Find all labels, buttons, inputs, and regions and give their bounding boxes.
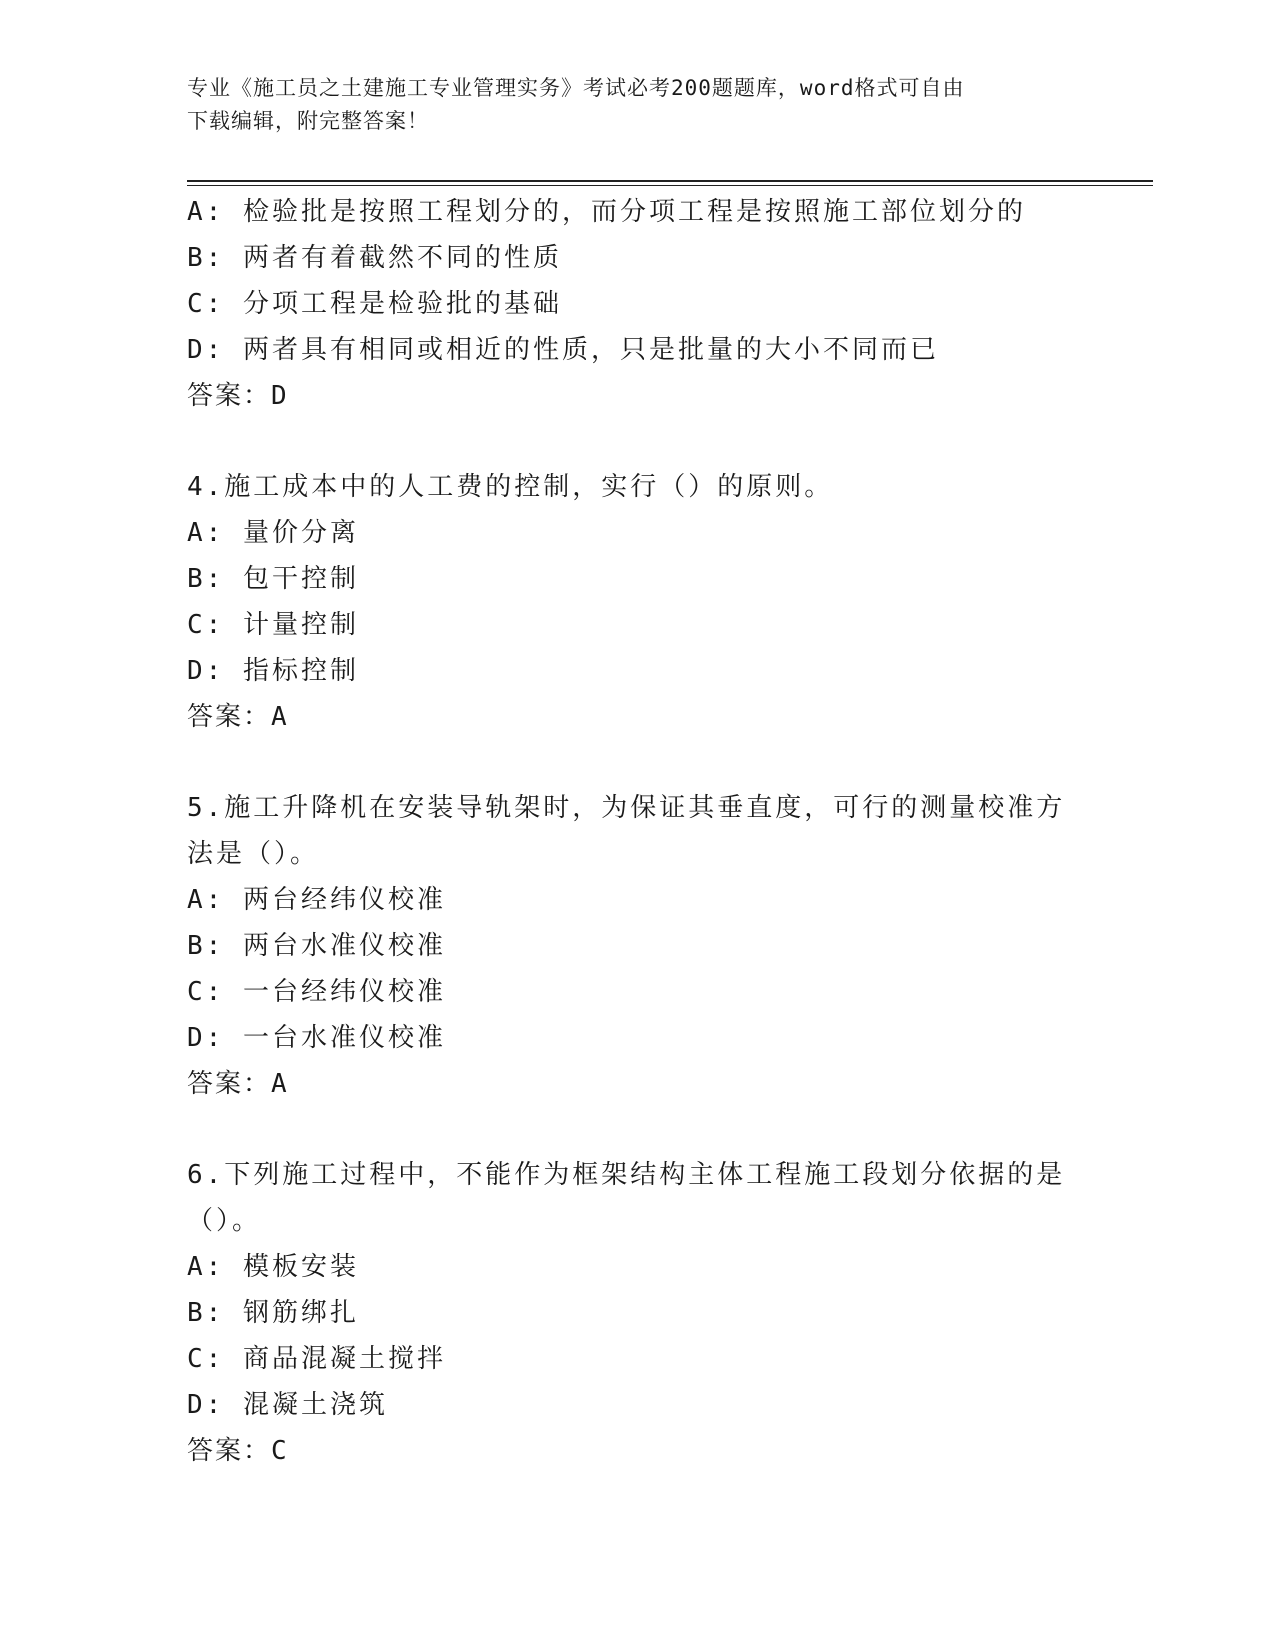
option-d: D: 混凝土浇筑 [187,1390,388,1420]
option-d: D: 两者具有相同或相近的性质，只是批量的大小不同而已 [187,335,939,365]
option-c: C: 商品混凝土搅拌 [187,1344,446,1374]
option-a: A: 量价分离 [187,518,359,548]
option-b: B: 包干控制 [187,564,359,594]
option-d: D: 指标控制 [187,656,359,686]
question-3 [187,189,1087,419]
question-4 [187,464,1087,740]
stem-line: 6.下列施工过程中，不能作为框架结构主体工程施工段划分依据的是 [187,1160,1066,1190]
question-stem [187,785,1087,877]
header-line-1: 专业《施工员之土建施工专业管理实务》考试必考200题题库，word格式可自由 [187,76,965,100]
option-b: B: 两台水准仪校准 [187,931,446,961]
document-header [187,72,1067,138]
stem-line: 法是（）。 [187,839,320,869]
option-b: B: 两者有着截然不同的性质 [187,243,562,273]
header-divider-thick [187,180,1153,182]
option-b: B: 钢筋绑扎 [187,1298,359,1328]
stem-line: （）。 [187,1206,262,1236]
option-a: A: 检验批是按照工程划分的，而分项工程是按照施工部位划分的 [187,197,1026,227]
question-5 [187,785,1087,1107]
stem-line: 4.施工成本中的人工费的控制，实行（）的原则。 [187,472,834,502]
answer-line: 答案：A [187,1069,289,1099]
option-d: D: 一台水准仪校准 [187,1023,446,1053]
question-list [187,189,1087,1474]
question-stem [187,464,1087,510]
question-6 [187,1152,1087,1474]
option-c: C: 分项工程是检验批的基础 [187,289,562,319]
option-a: A: 模板安装 [187,1252,359,1282]
stem-line: 5.施工升降机在安装导轨架时，为保证其垂直度，可行的测量校准方 [187,793,1066,823]
option-c: C: 计量控制 [187,610,359,640]
option-a: A: 两台经纬仪校准 [187,885,446,915]
question-stem [187,1152,1087,1244]
header-line-2: 下载编辑，附完整答案！ [187,109,429,133]
answer-line: 答案：A [187,702,289,732]
header-divider-thin [187,185,1153,186]
option-c: C: 一台经纬仪校准 [187,977,446,1007]
answer-line: 答案：D [187,381,289,411]
answer-line: 答案：C [187,1436,289,1466]
